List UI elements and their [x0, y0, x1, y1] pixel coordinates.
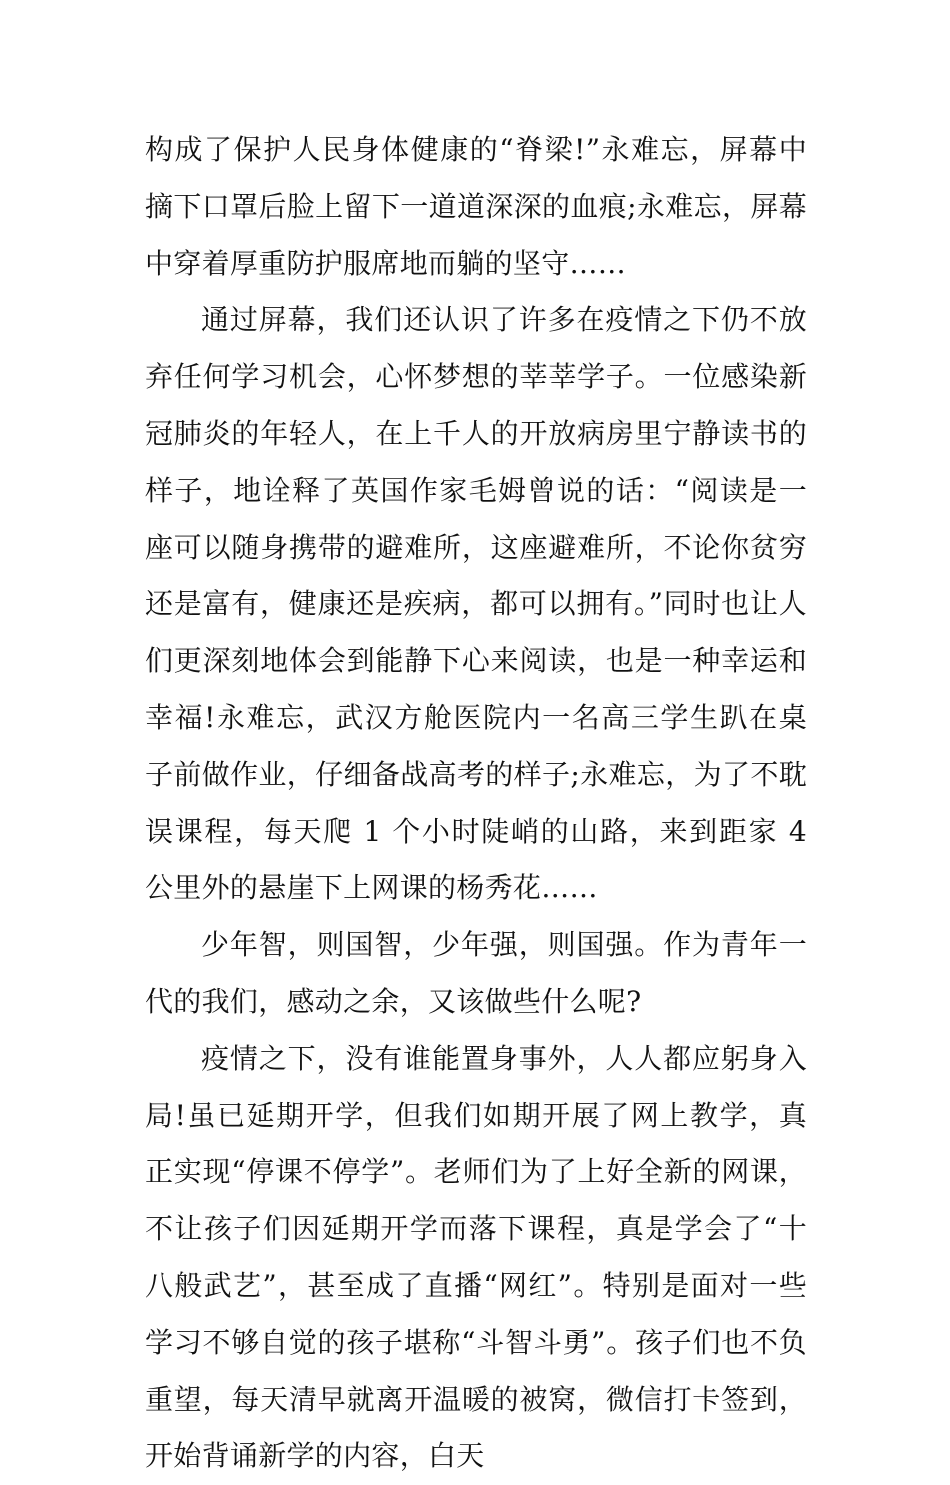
- paragraph-online-teaching: 疫情之下，没有谁能置身事外，人人都应躬身入局!虽已延期开学，但我们如期开展了网上教学，真正实现“停课不停学”。老师们为了上好全新的网课，不让孩子们因延期开学而落下课程，真是学会了“十八般武艺”，甚至成了直播“网红”。特别是面对一些学习不够自觉的孩子堪称“斗智斗勇”。孩子们也不负重望，每天清早就离开温暖的被窝，微信打卡签到，开始背诵新学的内容，白天: [145, 1041, 807, 1473]
- paragraph-continuation: 构成了保护人民身体健康的“脊梁!”永难忘，屏幕中摘下口罩后脸上留下一道道深深的血痕;永难忘，屏幕中穿着厚重防护服席地而躺的坚守……: [145, 133, 807, 280]
- document-body: [145, 122, 807, 1485]
- paragraph-youth: 少年智，则国智，少年强，则国强。作为青年一代的我们，感动之余，又该做些什么呢?: [145, 928, 807, 1018]
- paragraph-screen-students: 通过屏幕，我们还认识了许多在疫情之下仍不放弃任何学习机会，心怀梦想的莘莘学子。一位感染新冠肺炎的年轻人，在上千人的开放病房里宁静读书的样子，地诠释了英国作家毛姆曾说的话：“阅读是一座可以随身携带的避难所，这座避难所，不论你贫穷还是富有，健康还是疾病，都可以拥有。”同时也让人们更深刻地体会到能静下心来阅读，也是一种幸运和幸福!永难忘，武汉方舱医院内一名高三学生趴在桌子前做作业，仔细备战高考的样子;永难忘，为了不耽误课程，每天爬 1 个小时陡峭的山路，来到距家 4 公里外的悬崖下上网课的杨秀花……: [145, 303, 807, 905]
